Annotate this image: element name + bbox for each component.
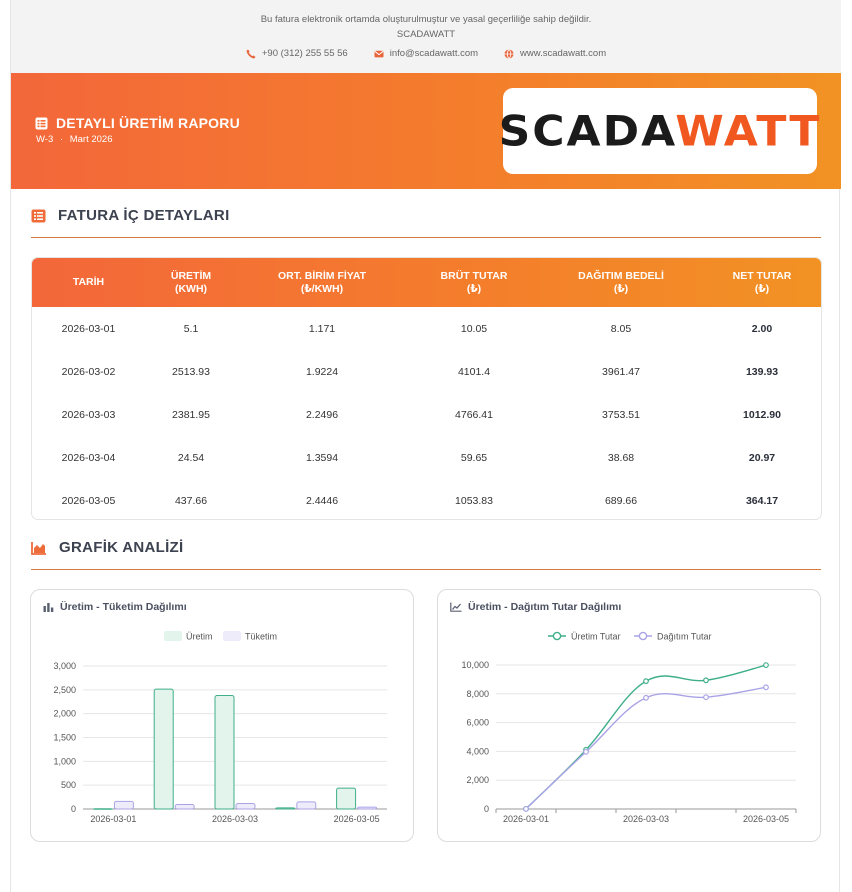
data-point xyxy=(584,750,589,755)
production-consumption-chart-card xyxy=(30,589,414,842)
table-row xyxy=(32,350,821,393)
cell-date: 2026-03-05 xyxy=(61,494,116,507)
data-point xyxy=(704,678,709,683)
phone-icon xyxy=(246,49,256,59)
x-tick-label: 2026-03-03 xyxy=(622,814,670,824)
bar-production xyxy=(154,689,173,809)
logo-wordmark: SCADAWATT xyxy=(498,106,822,156)
cell-production: 2513.93 xyxy=(172,365,210,378)
series-line-distribution xyxy=(526,687,766,809)
cell-gross: 1053.83 xyxy=(455,494,493,507)
phone-number: +90 (312) 255 55 56 xyxy=(261,48,348,59)
bar-consumption xyxy=(358,807,377,809)
data-point xyxy=(644,679,649,684)
legend-label: Dağıtım Tutar xyxy=(657,631,712,642)
legend-label: Üretim xyxy=(186,631,213,642)
cell-unit-price: 2.2496 xyxy=(305,408,339,421)
y-tick-label: 2,000 xyxy=(53,708,76,719)
column-header-date: TARİH xyxy=(72,276,105,288)
amount-distribution-chart-card xyxy=(437,589,821,842)
cell-unit-price: 2.4446 xyxy=(305,494,339,507)
column-header-net: NET TUTAR (₺) xyxy=(732,269,792,295)
report-header-banner xyxy=(11,73,841,189)
table-row xyxy=(32,307,821,350)
x-tick-label: 2026-03-01 xyxy=(502,814,550,824)
report-title xyxy=(35,115,240,131)
bar-production xyxy=(337,788,356,809)
report-month: Mart 2026 xyxy=(69,134,113,145)
cell-distribution: 689.66 xyxy=(604,494,638,507)
data-point xyxy=(524,807,529,812)
area-chart-icon xyxy=(31,541,47,555)
y-tick-label: 4,000 xyxy=(466,746,489,757)
y-tick-label: 0 xyxy=(483,804,489,814)
x-tick-label: 2026-03-01 xyxy=(90,814,137,824)
bar-consumption xyxy=(236,804,255,809)
series-line-production xyxy=(526,665,766,809)
cell-date: 2026-03-02 xyxy=(61,365,116,378)
email-address: info@scadawatt.com xyxy=(389,48,479,59)
bar-production xyxy=(276,808,295,809)
legend-label: Tüketim xyxy=(245,631,278,642)
y-tick-label: 3,000 xyxy=(53,661,76,671)
legend-label: Üretim Tutar xyxy=(571,631,621,642)
cell-date: 2026-03-01 xyxy=(61,322,116,335)
list-icon xyxy=(35,117,48,130)
cell-distribution: 3753.51 xyxy=(602,408,640,421)
x-tick-label: 2026-03-05 xyxy=(742,814,790,824)
bar-consumption xyxy=(175,804,194,809)
section-title-text: FATURA İÇ DETAYLARI xyxy=(58,207,230,224)
company-logo xyxy=(498,88,822,174)
top-info-bar xyxy=(11,0,841,73)
y-tick-label: 8,000 xyxy=(466,688,489,699)
section-title-text: GRAFİK ANALİZİ xyxy=(59,539,184,556)
period-separator: · xyxy=(59,134,64,145)
cell-net: 2.00 xyxy=(751,322,773,335)
cell-net: 364.17 xyxy=(745,494,779,507)
cell-gross: 59.65 xyxy=(460,451,488,464)
bar-production xyxy=(215,695,234,809)
table-row xyxy=(32,393,821,436)
contact-row xyxy=(11,48,841,59)
cell-gross: 4101.4 xyxy=(457,365,491,378)
cell-unit-price: 1.9224 xyxy=(305,365,339,378)
cell-net: 20.97 xyxy=(748,451,776,464)
cell-production: 24.54 xyxy=(177,451,205,464)
website-url: www.scadawatt.com xyxy=(520,48,607,59)
bar-chart xyxy=(31,590,415,843)
list-icon xyxy=(31,209,46,223)
section-title-details xyxy=(31,207,230,224)
brand-name: SCADAWATT xyxy=(396,29,456,40)
table-header xyxy=(32,258,821,307)
y-tick-label: 1,000 xyxy=(53,756,76,767)
y-tick-label: 6,000 xyxy=(466,717,489,728)
legal-notice: Bu fatura elektronik ortamda oluşturulmuştur ve yasal geçerliliğe sahip değildir. xyxy=(260,14,592,25)
contact-email[interactable] xyxy=(374,48,478,59)
globe-icon xyxy=(504,49,514,59)
envelope-icon xyxy=(374,49,384,59)
column-header-production: ÜRETİM (KWH) xyxy=(170,269,212,295)
legend-swatch xyxy=(164,631,182,641)
cell-gross: 10.05 xyxy=(460,322,488,335)
invoice-details-table xyxy=(31,257,822,520)
data-point xyxy=(764,663,769,668)
bar-production xyxy=(93,809,112,810)
column-header-unit-price: ORT. BİRİM FİYAT (₺/KWH) xyxy=(277,269,367,295)
chart-title-text: Üretim - Tüketim Dağılımı xyxy=(60,601,187,613)
legend-marker xyxy=(553,632,560,639)
y-tick-label: 0 xyxy=(70,804,76,814)
y-tick-label: 2,500 xyxy=(53,684,76,695)
cell-production: 437.66 xyxy=(174,494,208,507)
cell-production: 2381.95 xyxy=(172,408,210,421)
line-chart xyxy=(438,590,822,843)
legend-marker xyxy=(639,632,646,639)
x-tick-label: 2026-03-03 xyxy=(211,814,259,824)
chart-title-text: Üretim - Dağıtım Tutar Dağılımı xyxy=(468,601,622,613)
table-row xyxy=(32,479,821,520)
report-period xyxy=(36,134,112,145)
section-title-charts xyxy=(31,539,183,556)
cell-distribution: 8.05 xyxy=(610,322,632,335)
cell-production: 5.1 xyxy=(183,322,199,335)
report-week: W-3 xyxy=(36,134,54,145)
y-tick-label: 1,500 xyxy=(53,732,76,743)
y-tick-label: 10,000 xyxy=(461,660,489,670)
column-header-distribution: DAĞITIM BEDELİ (₺) xyxy=(578,269,664,295)
contact-website[interactable] xyxy=(504,48,606,59)
cell-net: 139.93 xyxy=(745,365,779,378)
legend-swatch xyxy=(223,631,241,641)
invoice-page xyxy=(10,0,840,892)
contact-phone[interactable] xyxy=(246,48,348,59)
cell-distribution: 3961.47 xyxy=(602,365,640,378)
cell-date: 2026-03-04 xyxy=(61,451,116,464)
report-title-text: DETAYLI ÜRETİM RAPORU xyxy=(56,115,240,131)
y-tick-label: 500 xyxy=(60,780,76,791)
y-tick-label: 2,000 xyxy=(466,775,489,786)
data-point xyxy=(704,695,709,700)
bar-consumption xyxy=(114,801,133,809)
x-tick-label: 2026-03-05 xyxy=(333,814,380,824)
cell-distribution: 38.68 xyxy=(607,451,635,464)
section-divider xyxy=(31,237,821,238)
cell-net: 1012.90 xyxy=(743,408,781,421)
bar-consumption xyxy=(297,802,316,809)
cell-unit-price: 1.3594 xyxy=(305,451,339,464)
table-row xyxy=(32,436,821,479)
data-point xyxy=(644,695,649,700)
column-header-gross: BRÜT TUTAR (₺) xyxy=(440,269,508,295)
data-point xyxy=(764,685,769,690)
cell-gross: 4766.41 xyxy=(455,408,493,421)
cell-unit-price: 1.171 xyxy=(308,322,336,335)
section-divider xyxy=(31,569,821,570)
cell-date: 2026-03-03 xyxy=(61,408,116,421)
